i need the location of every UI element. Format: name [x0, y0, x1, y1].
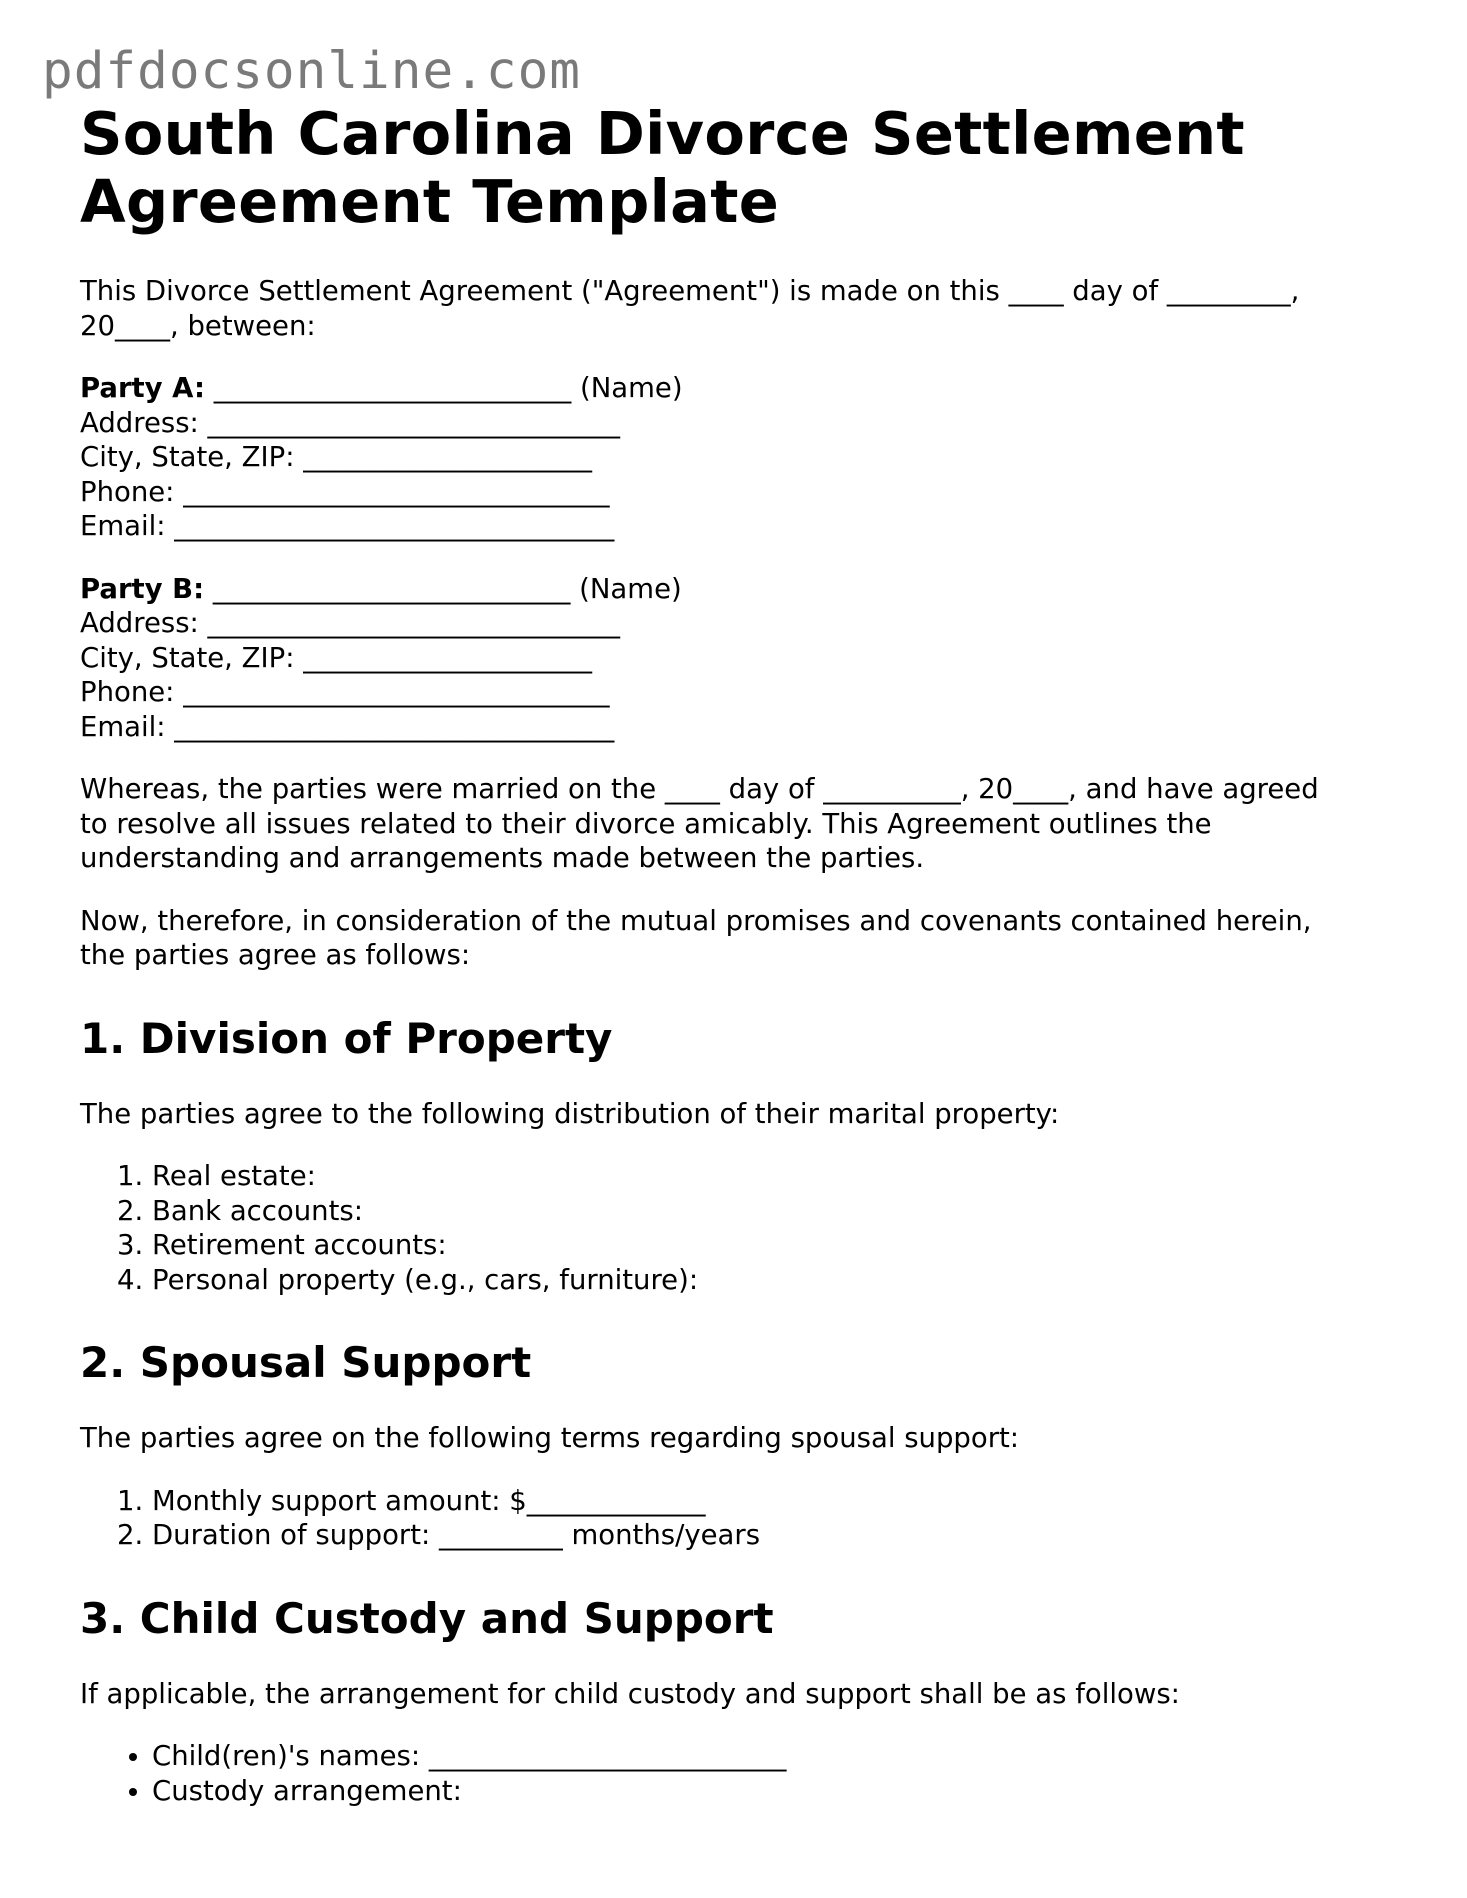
- list-item: 3. Retirement accounts:: [152, 1228, 1400, 1263]
- party-a-address: Address: ______________________________: [80, 406, 621, 439]
- party-b-address: Address: ______________________________: [80, 607, 621, 639]
- list-item: 4. Personal property (e.g., cars, furniture):: [152, 1263, 1400, 1298]
- section-1-heading: 1. Division of Property: [80, 1013, 613, 1063]
- now-therefore-paragraph: [80, 904, 1400, 973]
- party-b-city: City, State, ZIP: _____________________: [80, 641, 592, 674]
- document-title: South Carolina Divorce Settlement Agreement Template: [80, 99, 1245, 236]
- party-a-city: City, State, ZIP: _____________________: [80, 441, 592, 473]
- child-custody-list: [80, 1739, 1400, 1808]
- party-a-name-field: __________________________ (Name): [204, 372, 683, 404]
- section-3-intro: If applicable, the arrangement for child custody and support shall be as follows:: [80, 1677, 1180, 1710]
- now-therefore-line-1: Now, therefore, in consideration of the mutual promises and covenants contained herein,: [80, 904, 1312, 937]
- whereas-line-3: understanding and arrangements made between the parties.: [80, 842, 925, 874]
- list-item: 1. Real estate:: [152, 1159, 1400, 1194]
- section-2-heading: 2. Spousal Support: [80, 1338, 532, 1387]
- intro-line-2: 20____, between:: [80, 309, 316, 342]
- party-b-phone: Phone: _______________________________: [80, 676, 610, 708]
- intro-paragraph: [80, 274, 1400, 343]
- intro-line-1: This Divorce Settlement Agreement ("Agreement") is made on this ____ day of _________,: [80, 275, 1300, 307]
- section-3-heading: 3. Child Custody and Support: [80, 1593, 774, 1643]
- party-b-email: Email: ________________________________: [80, 710, 615, 743]
- party-a-label: Party A:: [80, 372, 205, 404]
- whereas-line-1: Whereas, the parties were married on the ____ day of __________, 20____, and have agreed: [80, 773, 1319, 805]
- document-page: [80, 100, 1400, 1808]
- list-item: 2. Duration of support: _________ months/years: [152, 1518, 1400, 1553]
- party-b-block: [80, 572, 1400, 745]
- list-item: 2. Bank accounts:: [152, 1194, 1400, 1229]
- section-1-intro: The parties agree to the following distribution of their marital property:: [80, 1097, 1060, 1130]
- list-item: 1. Monthly support amount: $_____________: [152, 1484, 1400, 1519]
- party-a-name-line: [80, 371, 1400, 406]
- list-item: • Child(ren)'s names: __________________________: [152, 1739, 1400, 1774]
- party-a-block: [80, 371, 1400, 544]
- spousal-support-list: [80, 1484, 1400, 1553]
- section-2-intro: The parties agree on the following terms regarding spousal support:: [80, 1422, 1020, 1454]
- now-therefore-line-2: the parties agree as follows:: [80, 939, 471, 971]
- whereas-line-2: to resolve all issues related to their divorce amicably. This Agreement outlines the: [80, 807, 1212, 840]
- watermark: pdfdocsonline.com: [42, 42, 581, 101]
- party-b-name-field: __________________________ (Name): [204, 572, 682, 605]
- party-a-phone: Phone: _______________________________: [80, 475, 610, 508]
- list-item: • Custody arrangement:: [152, 1774, 1400, 1809]
- party-b-name-line: [80, 572, 1400, 607]
- whereas-paragraph: [80, 772, 1400, 876]
- party-b-label: Party B:: [80, 572, 205, 605]
- party-a-email: Email: ________________________________: [80, 510, 615, 542]
- property-list: [80, 1159, 1400, 1297]
